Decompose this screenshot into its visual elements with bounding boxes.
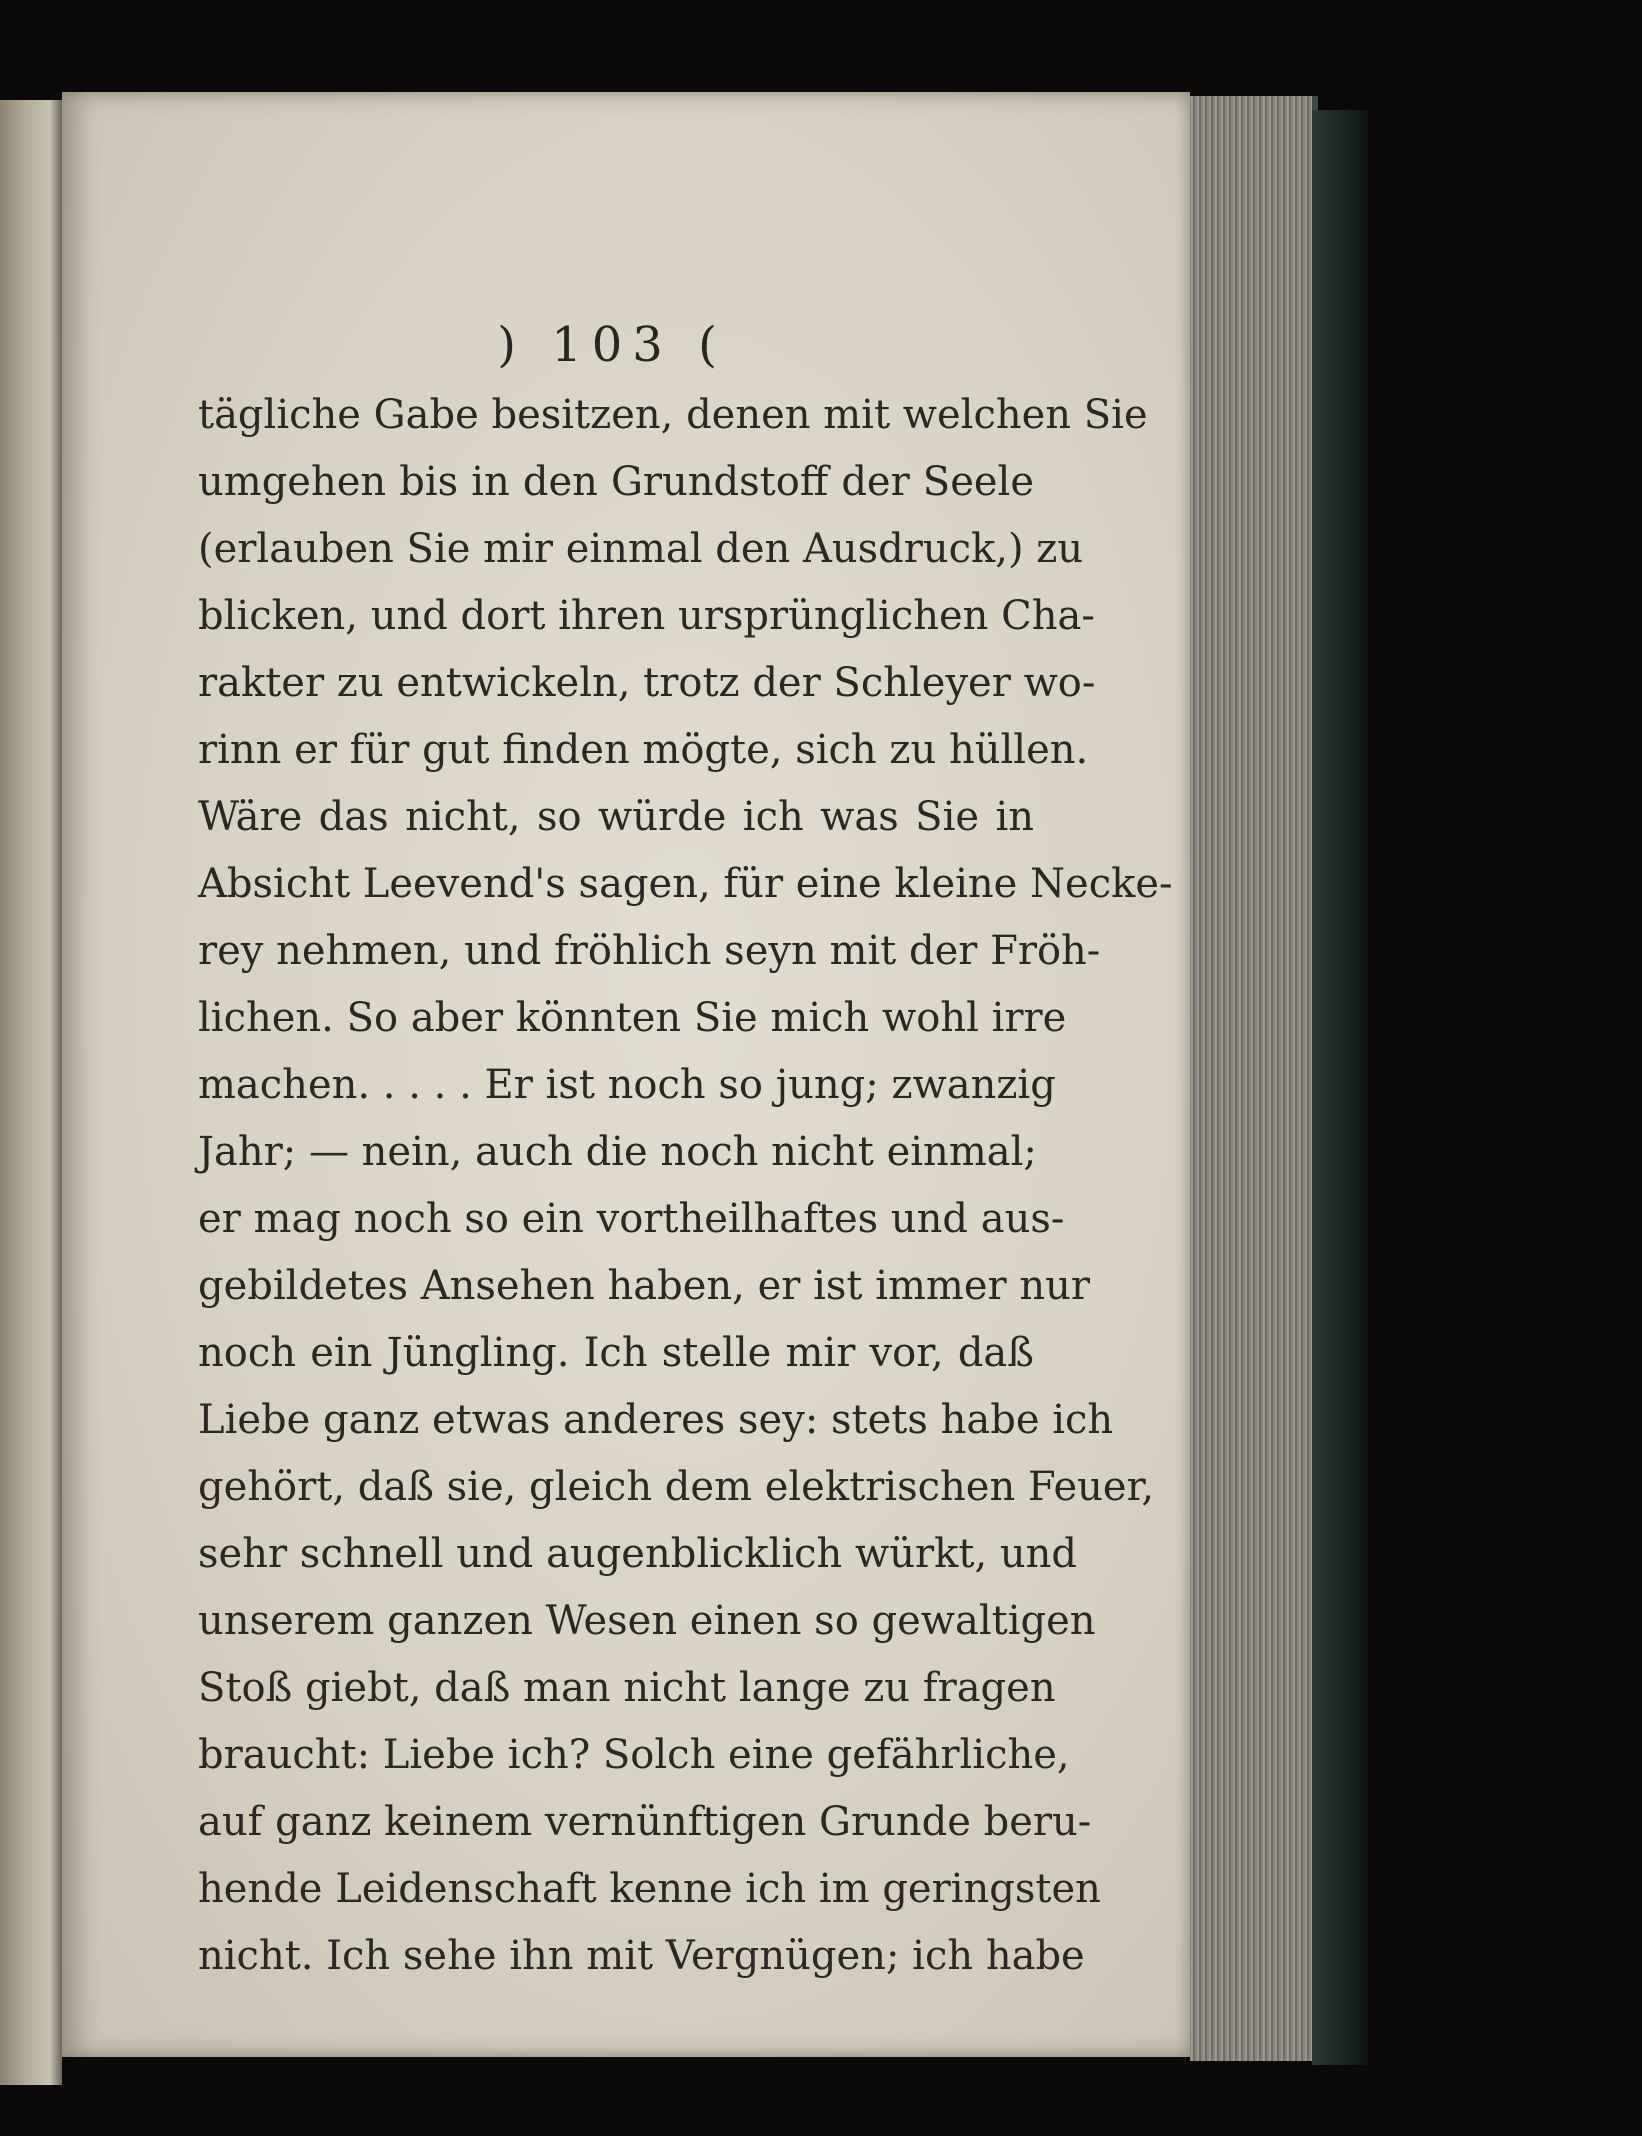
text-line: rey nehmen, und fröhlich seyn mit der Fröh- bbox=[198, 928, 1101, 974]
text-line: noch ein Jüngling. Ich stelle mir vor, daß bbox=[198, 1330, 1034, 1376]
page-header: ) 103 ( bbox=[497, 317, 727, 373]
book-cover bbox=[1312, 110, 1368, 2065]
text-line: auf ganz keinem vernünftigen Grunde beru- bbox=[198, 1799, 1092, 1845]
text-line: braucht: Liebe ich? Solch eine gefährliche, bbox=[198, 1732, 1070, 1778]
text-line: Wäre das nicht, so würde ich was Sie in bbox=[198, 794, 1034, 840]
text-line: unserem ganzen Wesen einen so gewaltigen bbox=[198, 1598, 1096, 1644]
text-line: Absicht Leevend's sagen, für eine kleine Necke- bbox=[198, 861, 1173, 907]
text-line: rinn er für gut finden mögte, sich zu hüllen. bbox=[198, 727, 1089, 773]
text-line: Liebe ganz etwas anderes sey: stets habe ich bbox=[198, 1397, 1114, 1443]
text-line: Stoß giebt, daß man nicht lange zu fragen bbox=[198, 1665, 1056, 1711]
text-line: nicht. Ich sehe ihn mit Vergnügen; ich habe bbox=[198, 1933, 1085, 1979]
left-page-edge bbox=[0, 100, 62, 2085]
text-line: umgehen bis in den Grundstoff der Seele bbox=[198, 459, 1034, 505]
text-line: sehr schnell und augenblicklich würkt, und bbox=[198, 1531, 1078, 1577]
text-line: blicken, und dort ihren ursprünglichen Cha- bbox=[198, 593, 1095, 639]
body-text bbox=[198, 382, 1173, 1990]
text-line: lichen. So aber könnten Sie mich wohl irre bbox=[198, 995, 1067, 1041]
text-line: hende Leidenschaft kenne ich im geringsten bbox=[198, 1866, 1101, 1912]
text-line: er mag noch so ein vortheilhaftes und aus- bbox=[198, 1196, 1065, 1242]
page-block-edge bbox=[1190, 96, 1318, 2061]
text-line: tägliche Gabe besitzen, denen mit welchen Sie bbox=[198, 392, 1148, 438]
page bbox=[62, 92, 1190, 2057]
text-line: gebildetes Ansehen haben, er ist immer nur bbox=[198, 1263, 1090, 1309]
text-line: gehört, daß sie, gleich dem elektrischen Feuer, bbox=[198, 1464, 1155, 1510]
text-line: rakter zu entwickeln, trotz der Schleyer wo- bbox=[198, 660, 1096, 706]
text-line: (erlauben Sie mir einmal den Ausdruck,) zu bbox=[198, 526, 1084, 572]
text-line: machen. . . . . Er ist noch so jung; zwanzig bbox=[198, 1062, 1056, 1108]
text-line: Jahr; — nein, auch die noch nicht einmal; bbox=[198, 1129, 1037, 1175]
